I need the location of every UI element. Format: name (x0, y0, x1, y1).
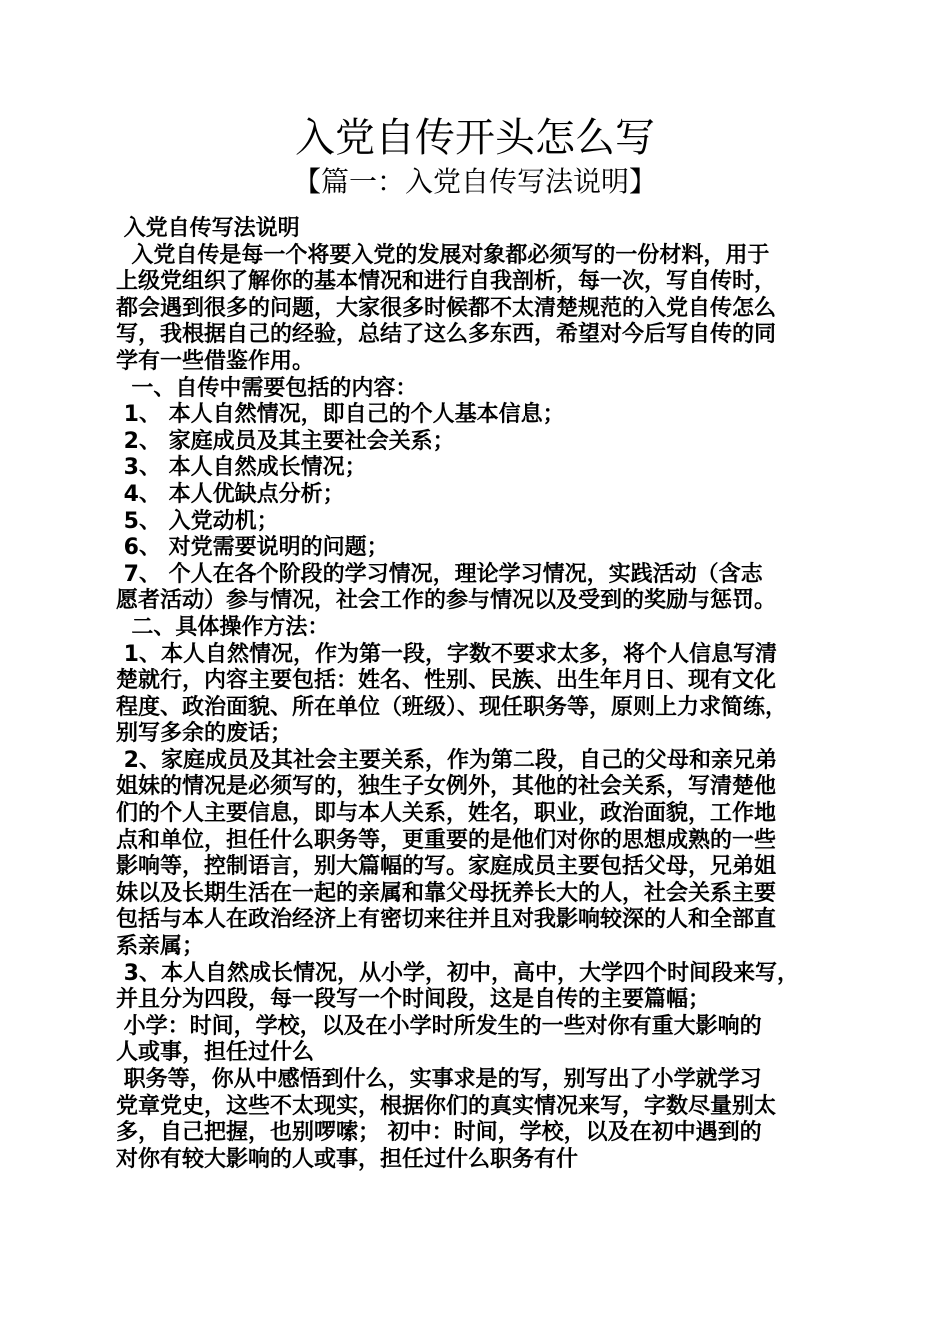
body-line: 职务等，你从中感悟到什么，实事求是的写，别写出了小学就学习 (116, 1067, 762, 1092)
body-line: 多，自己把握，也别啰嗦； 初中：时间，学校，以及在初中遇到的 (116, 1120, 762, 1146)
body-line: 上级党组织了解你的基本情况和进行自我剖析，每一次，写自传时， (116, 269, 777, 295)
body-line: 楚就行，内容主要包括：姓名、性别、民族、出生年月日、现有文化 (116, 668, 777, 694)
body-line: 人或事，担任过什么 (116, 1040, 315, 1066)
body-line: 党章党史，这些不太现实，根据你们的真实情况来写，字数尽量别太 (116, 1093, 777, 1119)
body-line: 二、具体操作方法： (116, 614, 330, 640)
document-subtitle: 【篇一：入党自传写法说明】 (292, 165, 657, 198)
body-line: 2、家庭成员及其社会主要关系，作为第二段，自己的父母和亲兄弟 (116, 747, 777, 773)
body-line: 并且分为四段，每一段写一个时间段，这是自传的主要篇幅； (116, 987, 711, 1013)
body-line: 写，我根据自己的经验，总结了这么多东西，希望对今后写自传的同 (116, 322, 777, 348)
body-line: 3、本人自然成长情况，从小学，初中，高中，大学四个时间段来写， (116, 960, 799, 986)
body-line: 程度、政治面貌、所在单位（班级）、现任职务等，原则上力求简练， (116, 694, 788, 720)
body-line: 2、 家庭成员及其主要社会关系； (116, 428, 455, 454)
body-line: 学有一些借鉴作用。 (116, 348, 315, 374)
body-line: 妹以及长期生活在一起的亲属和靠父母抚养长大的人，社会关系主要 (116, 880, 777, 906)
body-line: 们的个人主要信息，即与本人关系，姓名，职业，政治面貌，工作地 (116, 801, 777, 827)
body-line: 小学：时间，学校，以及在小学时所发生的一些对你有重大影响的 (116, 1013, 762, 1039)
body-line: 别写多余的废话； (116, 721, 293, 747)
body-line: 一、自传中需要包括的内容： (116, 375, 418, 401)
body-line: 系亲属； (116, 934, 205, 960)
body-line: 入党自传写法说明 (116, 216, 300, 241)
body-line: 4、 本人优缺点分析； (116, 481, 345, 507)
body-line: 都会遇到很多的问题，大家很多时候都不太清楚规范的入党自传怎么 (116, 295, 777, 321)
body-line: 影响等，控制语言，别大篇幅的写。家庭成员主要包括父母，兄弟姐 (116, 854, 777, 880)
body-line: 3、 本人自然成长情况； (116, 455, 367, 481)
document-title: 入党自传开头怎么写 (295, 115, 655, 161)
body-line: 包括与本人在政治经济上有密切来往并且对我影响较深的人和全部直 (116, 907, 777, 933)
body-line: 7、 个人在各个阶段的学习情况，理论学习情况，实践活动（含志 (116, 561, 763, 587)
body-line: 1、本人自然情况，作为第一段，字数不要求太多，将个人信息写清 (116, 641, 777, 667)
body-line: 6、 对党需要说明的问题； (116, 535, 389, 561)
body-line: 入党自传是每一个将要入党的发展对象都必须写的一份材料，用于 (116, 242, 770, 268)
body-line: 1、 本人自然情况，即自己的个人基本信息； (116, 402, 565, 428)
document-body (116, 216, 851, 1173)
body-line: 对你有较大影响的人或事，担任过什么职务有什 (116, 1146, 579, 1172)
body-line: 愿者活动）参与情况，社会工作的参与情况以及受到的奖励与惩罚。 (116, 588, 777, 614)
body-line: 点和单位，担任什么职务等，更重要的是他们对你的思想成熟的一些 (116, 827, 777, 853)
body-line: 5、 入党动机； (116, 508, 279, 534)
body-line: 姐妹的情况是必须写的，独生子女例外，其他的社会关系，写清楚他 (116, 774, 777, 800)
